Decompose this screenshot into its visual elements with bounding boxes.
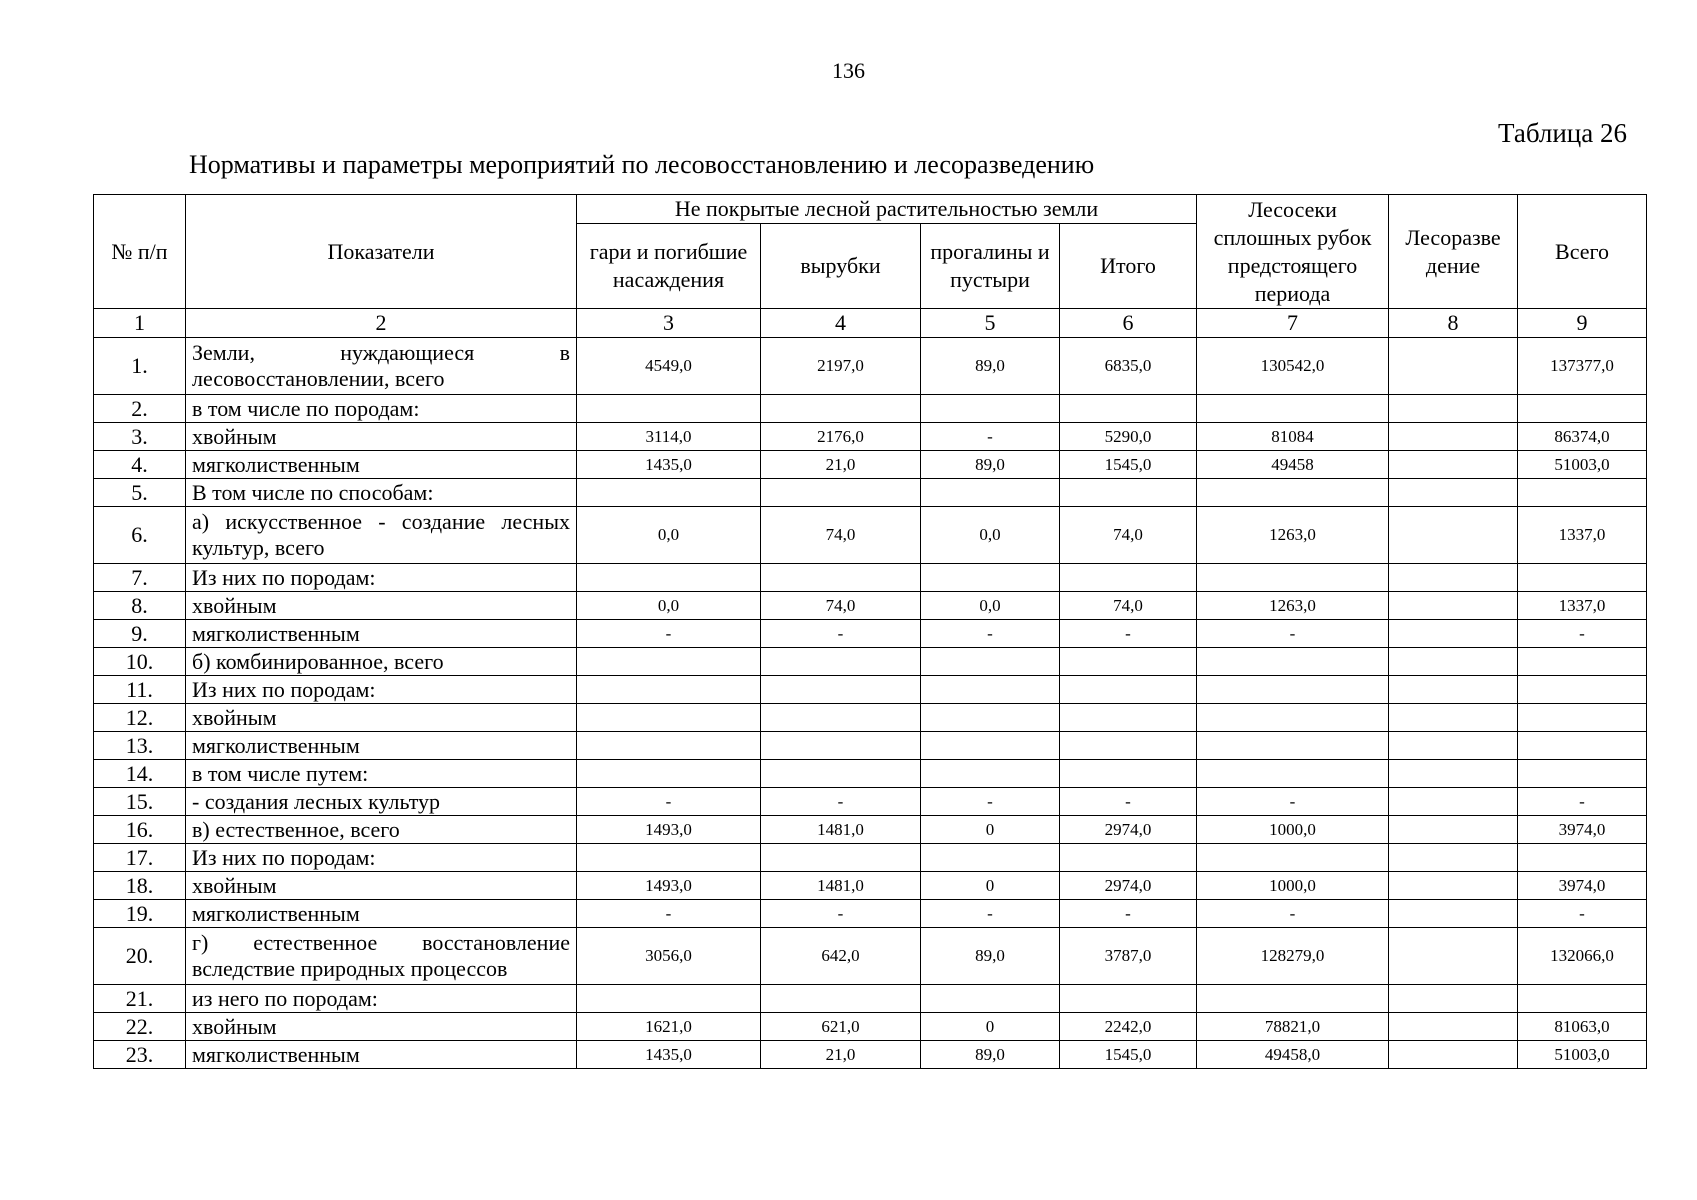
cell-grand-total bbox=[1518, 564, 1647, 592]
row-number: 2. bbox=[94, 395, 186, 423]
cell-clearings bbox=[761, 676, 921, 704]
cell-afforestation bbox=[1389, 676, 1518, 704]
row-number: 19. bbox=[94, 900, 186, 928]
cell-afforestation bbox=[1389, 564, 1518, 592]
cell-glades bbox=[921, 648, 1060, 676]
cell-total: 1545,0 bbox=[1060, 1041, 1197, 1069]
row-indicator: хвойным bbox=[186, 423, 577, 451]
measures-table bbox=[93, 194, 1647, 1069]
table-row bbox=[94, 928, 1647, 985]
cell-burnt bbox=[577, 985, 761, 1013]
cell-cutting-areas bbox=[1197, 676, 1389, 704]
cell-burnt bbox=[577, 479, 761, 507]
cell-glades bbox=[921, 844, 1060, 872]
cell-cutting-areas: 78821,0 bbox=[1197, 1013, 1389, 1041]
cell-total bbox=[1060, 479, 1197, 507]
cell-afforestation bbox=[1389, 985, 1518, 1013]
cell-burnt bbox=[577, 704, 761, 732]
row-indicator: из него по породам: bbox=[186, 985, 577, 1013]
cell-clearings bbox=[761, 844, 921, 872]
cell-burnt: 1493,0 bbox=[577, 816, 761, 844]
cell-clearings: - bbox=[761, 788, 921, 816]
cell-burnt: 3114,0 bbox=[577, 423, 761, 451]
cell-burnt: 1435,0 bbox=[577, 1041, 761, 1069]
column-number: 2 bbox=[186, 309, 577, 338]
cell-burnt bbox=[577, 676, 761, 704]
row-indicator: мягколиственным bbox=[186, 732, 577, 760]
cell-total: - bbox=[1060, 900, 1197, 928]
row-number: 17. bbox=[94, 844, 186, 872]
cell-clearings bbox=[761, 985, 921, 1013]
cell-total bbox=[1060, 985, 1197, 1013]
row-number: 1. bbox=[94, 338, 186, 395]
row-number: 13. bbox=[94, 732, 186, 760]
cell-clearings: 21,0 bbox=[761, 451, 921, 479]
cell-afforestation bbox=[1389, 507, 1518, 564]
row-number: 8. bbox=[94, 592, 186, 620]
row-number: 9. bbox=[94, 620, 186, 648]
row-indicator: - создания лесных культур bbox=[186, 788, 577, 816]
cell-total: - bbox=[1060, 788, 1197, 816]
cell-grand-total: 1337,0 bbox=[1518, 507, 1647, 564]
cell-afforestation bbox=[1389, 423, 1518, 451]
column-number: 9 bbox=[1518, 309, 1647, 338]
column-number: 3 bbox=[577, 309, 761, 338]
cell-cutting-areas bbox=[1197, 564, 1389, 592]
row-number: 5. bbox=[94, 479, 186, 507]
row-number: 21. bbox=[94, 985, 186, 1013]
cell-glades bbox=[921, 760, 1060, 788]
cell-grand-total: 3974,0 bbox=[1518, 872, 1647, 900]
row-indicator: мягколиственным bbox=[186, 620, 577, 648]
header-cutting-areas: Лесосеки сплошных рубок предстоящего периода bbox=[1197, 195, 1389, 309]
table-row bbox=[94, 900, 1647, 928]
cell-clearings: 2176,0 bbox=[761, 423, 921, 451]
cell-total: 6835,0 bbox=[1060, 338, 1197, 395]
cell-clearings: 1481,0 bbox=[761, 872, 921, 900]
cell-grand-total bbox=[1518, 760, 1647, 788]
row-number: 22. bbox=[94, 1013, 186, 1041]
row-indicator: Из них по породам: bbox=[186, 844, 577, 872]
cell-cutting-areas bbox=[1197, 395, 1389, 423]
cell-grand-total: 137377,0 bbox=[1518, 338, 1647, 395]
cell-grand-total bbox=[1518, 648, 1647, 676]
cell-grand-total: 132066,0 bbox=[1518, 928, 1647, 985]
cell-cutting-areas: 1000,0 bbox=[1197, 816, 1389, 844]
cell-clearings: - bbox=[761, 900, 921, 928]
row-indicator: Земли, нуждающиеся в лесовосстановлении, всего bbox=[186, 338, 577, 395]
cell-burnt: 1621,0 bbox=[577, 1013, 761, 1041]
cell-cutting-areas bbox=[1197, 760, 1389, 788]
cell-glades: 0,0 bbox=[921, 507, 1060, 564]
row-number: 10. bbox=[94, 648, 186, 676]
table-body bbox=[94, 338, 1647, 1069]
row-number: 6. bbox=[94, 507, 186, 564]
cell-afforestation bbox=[1389, 648, 1518, 676]
row-indicator: Из них по породам: bbox=[186, 564, 577, 592]
row-indicator: а) искусственное - создание лесных культур, всего bbox=[186, 507, 577, 564]
cell-cutting-areas: 1263,0 bbox=[1197, 507, 1389, 564]
cell-glades bbox=[921, 985, 1060, 1013]
row-indicator: в) естественное, всего bbox=[186, 816, 577, 844]
table-row bbox=[94, 704, 1647, 732]
cell-afforestation bbox=[1389, 760, 1518, 788]
cell-burnt: 4549,0 bbox=[577, 338, 761, 395]
cell-afforestation bbox=[1389, 451, 1518, 479]
header-num: № п/п bbox=[94, 195, 186, 309]
row-indicator: В том числе по способам: bbox=[186, 479, 577, 507]
cell-burnt bbox=[577, 648, 761, 676]
cell-cutting-areas: 1263,0 bbox=[1197, 592, 1389, 620]
cell-afforestation bbox=[1389, 704, 1518, 732]
row-number: 20. bbox=[94, 928, 186, 985]
cell-cutting-areas bbox=[1197, 732, 1389, 760]
cell-clearings bbox=[761, 479, 921, 507]
cell-afforestation bbox=[1389, 872, 1518, 900]
cell-glades bbox=[921, 704, 1060, 732]
cell-grand-total: 3974,0 bbox=[1518, 816, 1647, 844]
cell-grand-total: 81063,0 bbox=[1518, 1013, 1647, 1041]
row-number: 3. bbox=[94, 423, 186, 451]
cell-burnt bbox=[577, 395, 761, 423]
table-row bbox=[94, 985, 1647, 1013]
cell-cutting-areas: - bbox=[1197, 900, 1389, 928]
table-row bbox=[94, 732, 1647, 760]
cell-glades: 89,0 bbox=[921, 1041, 1060, 1069]
cell-afforestation bbox=[1389, 1013, 1518, 1041]
column-numbers-row bbox=[94, 309, 1647, 338]
row-indicator: хвойным bbox=[186, 704, 577, 732]
cell-grand-total bbox=[1518, 985, 1647, 1013]
cell-glades: - bbox=[921, 900, 1060, 928]
cell-total bbox=[1060, 760, 1197, 788]
table-header bbox=[94, 195, 1647, 338]
column-number: 6 bbox=[1060, 309, 1197, 338]
cell-cutting-areas: - bbox=[1197, 620, 1389, 648]
cell-glades bbox=[921, 676, 1060, 704]
cell-glades bbox=[921, 395, 1060, 423]
cell-glades: 89,0 bbox=[921, 338, 1060, 395]
cell-total: 1545,0 bbox=[1060, 451, 1197, 479]
cell-cutting-areas: 49458 bbox=[1197, 451, 1389, 479]
cell-afforestation bbox=[1389, 479, 1518, 507]
cell-total: 2974,0 bbox=[1060, 816, 1197, 844]
cell-glades bbox=[921, 564, 1060, 592]
row-indicator: хвойным bbox=[186, 1013, 577, 1041]
cell-glades bbox=[921, 732, 1060, 760]
cell-grand-total: - bbox=[1518, 900, 1647, 928]
cell-grand-total: 51003,0 bbox=[1518, 451, 1647, 479]
cell-burnt: 1493,0 bbox=[577, 872, 761, 900]
cell-grand-total bbox=[1518, 732, 1647, 760]
cell-glades bbox=[921, 479, 1060, 507]
cell-grand-total: - bbox=[1518, 788, 1647, 816]
header-clearings: вырубки bbox=[761, 224, 921, 309]
cell-glades: - bbox=[921, 423, 1060, 451]
cell-grand-total bbox=[1518, 479, 1647, 507]
cell-cutting-areas bbox=[1197, 704, 1389, 732]
cell-afforestation bbox=[1389, 788, 1518, 816]
cell-cutting-areas: 128279,0 bbox=[1197, 928, 1389, 985]
cell-total: - bbox=[1060, 620, 1197, 648]
cell-cutting-areas: 1000,0 bbox=[1197, 872, 1389, 900]
cell-cutting-areas: - bbox=[1197, 788, 1389, 816]
cell-cutting-areas: 49458,0 bbox=[1197, 1041, 1389, 1069]
row-number: 11. bbox=[94, 676, 186, 704]
table-row bbox=[94, 872, 1647, 900]
column-number: 4 bbox=[761, 309, 921, 338]
cell-grand-total bbox=[1518, 395, 1647, 423]
cell-afforestation bbox=[1389, 844, 1518, 872]
cell-glades: 89,0 bbox=[921, 928, 1060, 985]
cell-clearings: 642,0 bbox=[761, 928, 921, 985]
cell-glades: 0 bbox=[921, 1013, 1060, 1041]
cell-grand-total: - bbox=[1518, 620, 1647, 648]
cell-grand-total bbox=[1518, 704, 1647, 732]
header-glades: прогалины и пустыри bbox=[921, 224, 1060, 309]
cell-clearings bbox=[761, 704, 921, 732]
cell-total: 74,0 bbox=[1060, 507, 1197, 564]
cell-grand-total: 1337,0 bbox=[1518, 592, 1647, 620]
cell-glades: - bbox=[921, 788, 1060, 816]
cell-afforestation bbox=[1389, 338, 1518, 395]
cell-total bbox=[1060, 395, 1197, 423]
cell-afforestation bbox=[1389, 620, 1518, 648]
row-number: 14. bbox=[94, 760, 186, 788]
row-number: 23. bbox=[94, 1041, 186, 1069]
cell-clearings: 74,0 bbox=[761, 507, 921, 564]
cell-clearings: - bbox=[761, 620, 921, 648]
cell-burnt: - bbox=[577, 620, 761, 648]
header-total: Итого bbox=[1060, 224, 1197, 309]
cell-afforestation bbox=[1389, 395, 1518, 423]
table-row bbox=[94, 564, 1647, 592]
cell-total bbox=[1060, 564, 1197, 592]
cell-afforestation bbox=[1389, 1041, 1518, 1069]
table-row bbox=[94, 423, 1647, 451]
table-row bbox=[94, 479, 1647, 507]
cell-total: 2242,0 bbox=[1060, 1013, 1197, 1041]
cell-cutting-areas bbox=[1197, 479, 1389, 507]
table-row bbox=[94, 451, 1647, 479]
cell-burnt bbox=[577, 564, 761, 592]
row-number: 16. bbox=[94, 816, 186, 844]
cell-total: 5290,0 bbox=[1060, 423, 1197, 451]
cell-grand-total bbox=[1518, 844, 1647, 872]
row-indicator: г) естественное восстановление вследствие природных процессов bbox=[186, 928, 577, 985]
cell-glades: 89,0 bbox=[921, 451, 1060, 479]
cell-burnt: 1435,0 bbox=[577, 451, 761, 479]
cell-clearings: 74,0 bbox=[761, 592, 921, 620]
row-indicator: мягколиственным bbox=[186, 900, 577, 928]
cell-afforestation bbox=[1389, 816, 1518, 844]
row-number: 7. bbox=[94, 564, 186, 592]
cell-cutting-areas bbox=[1197, 985, 1389, 1013]
row-number: 4. bbox=[94, 451, 186, 479]
cell-burnt bbox=[577, 760, 761, 788]
table-row bbox=[94, 844, 1647, 872]
column-number: 7 bbox=[1197, 309, 1389, 338]
cell-burnt bbox=[577, 732, 761, 760]
cell-burnt: 0,0 bbox=[577, 507, 761, 564]
table-row bbox=[94, 1041, 1647, 1069]
cell-grand-total: 51003,0 bbox=[1518, 1041, 1647, 1069]
row-number: 12. bbox=[94, 704, 186, 732]
table-row bbox=[94, 507, 1647, 564]
cell-cutting-areas: 130542,0 bbox=[1197, 338, 1389, 395]
cell-afforestation bbox=[1389, 732, 1518, 760]
column-number: 1 bbox=[94, 309, 186, 338]
cell-total: 3787,0 bbox=[1060, 928, 1197, 985]
cell-total bbox=[1060, 648, 1197, 676]
cell-clearings bbox=[761, 648, 921, 676]
cell-total bbox=[1060, 676, 1197, 704]
header-afforestation: Лесоразве дение bbox=[1389, 195, 1518, 309]
cell-afforestation bbox=[1389, 592, 1518, 620]
cell-glades: 0,0 bbox=[921, 592, 1060, 620]
cell-glades: - bbox=[921, 620, 1060, 648]
cell-burnt: - bbox=[577, 900, 761, 928]
table-row bbox=[94, 676, 1647, 704]
table-row bbox=[94, 788, 1647, 816]
cell-clearings: 621,0 bbox=[761, 1013, 921, 1041]
header-unforested-lands: Не покрытые лесной растительностью земли bbox=[577, 195, 1197, 224]
cell-cutting-areas: 81084 bbox=[1197, 423, 1389, 451]
cell-total bbox=[1060, 704, 1197, 732]
document-title: Нормативы и параметры мероприятий по лесовосстановлению и лесоразведению bbox=[189, 150, 1095, 179]
cell-clearings bbox=[761, 732, 921, 760]
cell-burnt: 0,0 bbox=[577, 592, 761, 620]
row-indicator: мягколиственным bbox=[186, 1041, 577, 1069]
cell-afforestation bbox=[1389, 928, 1518, 985]
table-row bbox=[94, 648, 1647, 676]
table-row bbox=[94, 338, 1647, 395]
cell-clearings: 2197,0 bbox=[761, 338, 921, 395]
table-row bbox=[94, 620, 1647, 648]
table-row bbox=[94, 760, 1647, 788]
cell-total bbox=[1060, 732, 1197, 760]
cell-clearings bbox=[761, 564, 921, 592]
table-row bbox=[94, 395, 1647, 423]
table-row bbox=[94, 592, 1647, 620]
cell-burnt: - bbox=[577, 788, 761, 816]
cell-clearings bbox=[761, 395, 921, 423]
page-number: 136 bbox=[832, 58, 865, 83]
cell-clearings bbox=[761, 760, 921, 788]
row-indicator: в том числе путем: bbox=[186, 760, 577, 788]
header-indicators: Показатели bbox=[186, 195, 577, 309]
cell-grand-total bbox=[1518, 676, 1647, 704]
table-row bbox=[94, 816, 1647, 844]
row-number: 15. bbox=[94, 788, 186, 816]
row-indicator: б) комбинированное, всего bbox=[186, 648, 577, 676]
cell-cutting-areas bbox=[1197, 844, 1389, 872]
cell-glades: 0 bbox=[921, 872, 1060, 900]
cell-afforestation bbox=[1389, 900, 1518, 928]
cell-burnt: 3056,0 bbox=[577, 928, 761, 985]
cell-total: 2974,0 bbox=[1060, 872, 1197, 900]
row-indicator: хвойным bbox=[186, 872, 577, 900]
row-indicator: в том числе по породам: bbox=[186, 395, 577, 423]
table-row bbox=[94, 1013, 1647, 1041]
cell-clearings: 1481,0 bbox=[761, 816, 921, 844]
cell-total: 74,0 bbox=[1060, 592, 1197, 620]
row-indicator: Из них по породам: bbox=[186, 676, 577, 704]
cell-burnt bbox=[577, 844, 761, 872]
table-label: Таблица 26 bbox=[1498, 118, 1627, 148]
row-number: 18. bbox=[94, 872, 186, 900]
cell-grand-total: 86374,0 bbox=[1518, 423, 1647, 451]
row-indicator: мягколиственным bbox=[186, 451, 577, 479]
cell-total bbox=[1060, 844, 1197, 872]
column-number: 5 bbox=[921, 309, 1060, 338]
cell-glades: 0 bbox=[921, 816, 1060, 844]
cell-cutting-areas bbox=[1197, 648, 1389, 676]
header-burnt: гари и погибшие насаждения bbox=[577, 224, 761, 309]
header-grand-total: Всего bbox=[1518, 195, 1647, 309]
cell-clearings: 21,0 bbox=[761, 1041, 921, 1069]
row-indicator: хвойным bbox=[186, 592, 577, 620]
column-number: 8 bbox=[1389, 309, 1518, 338]
